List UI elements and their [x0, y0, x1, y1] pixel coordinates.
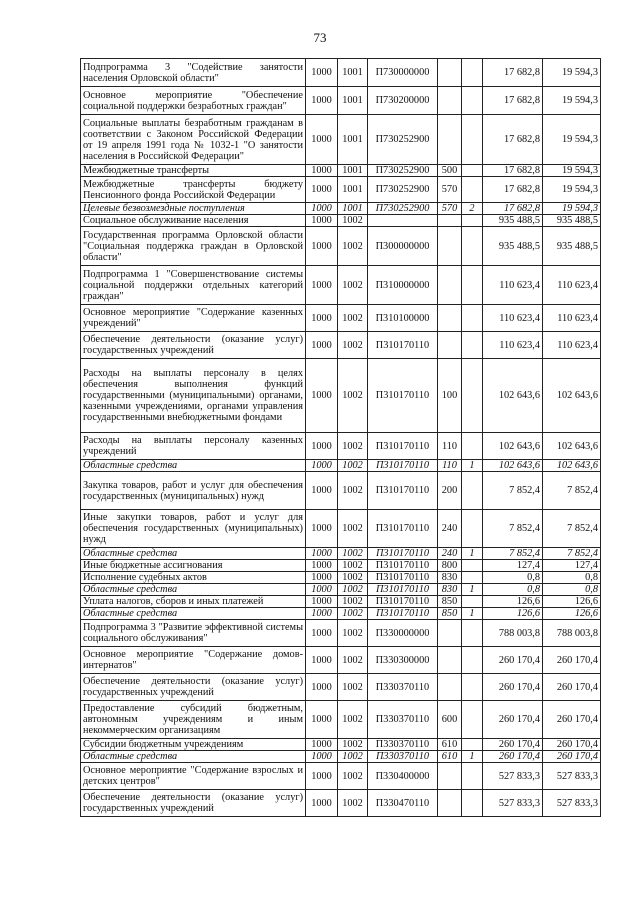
row-amount-year1-cell: 7 852,4: [483, 510, 543, 548]
row-section-cell: 1000: [306, 572, 338, 584]
row-target-article-cell: П310170110: [368, 510, 438, 548]
row-target-article-cell: П730200000: [368, 87, 438, 115]
row-amount-year2-cell: 102 643,6: [543, 460, 601, 472]
row-subsection-cell: 1001: [338, 165, 368, 177]
row-amount-year1-cell: 17 682,8: [483, 115, 543, 165]
row-source-cell: [462, 472, 483, 510]
row-section-cell: 1000: [306, 608, 338, 620]
row-section-cell: 1000: [306, 203, 338, 215]
row-target-article-cell: П310170110: [368, 548, 438, 560]
row-subsection-cell: 1002: [338, 560, 368, 572]
row-subsection-cell: 1002: [338, 460, 368, 472]
row-amount-year2-cell: 7 852,4: [543, 510, 601, 548]
row-source-cell: [462, 560, 483, 572]
row-section-cell: 1000: [306, 87, 338, 115]
row-subsection-cell: 1002: [338, 674, 368, 701]
row-source-cell: [462, 87, 483, 115]
row-expense-type-cell: 570: [438, 177, 462, 203]
row-section-cell: 1000: [306, 227, 338, 266]
row-subsection-cell: 1002: [338, 227, 368, 266]
table-row: [81, 560, 601, 572]
row-name-cell: Предоставление субсидий бюджетным, автономным учреждениям и иным некоммерческим организациям: [81, 701, 306, 739]
row-expense-type-cell: 570: [438, 203, 462, 215]
row-expense-type-cell: [438, 305, 462, 332]
row-expense-type-cell: 830: [438, 572, 462, 584]
row-section-cell: 1000: [306, 266, 338, 305]
row-source-cell: [462, 790, 483, 817]
row-name-cell: Уплата налогов, сборов и иных платежей: [81, 596, 306, 608]
row-amount-year2-cell: 788 003,8: [543, 620, 601, 647]
row-amount-year2-cell: 527 833,3: [543, 763, 601, 790]
row-source-cell: [462, 620, 483, 647]
row-name-cell: Иные закупки товаров, работ и услуг для обеспечения государственных (муниципальных) нужд: [81, 510, 306, 548]
row-section-cell: 1000: [306, 332, 338, 359]
row-target-article-cell: П730252900: [368, 177, 438, 203]
budget-table-body: [81, 59, 601, 817]
row-subsection-cell: 1002: [338, 433, 368, 460]
row-amount-year2-cell: 19 594,3: [543, 203, 601, 215]
row-subsection-cell: 1002: [338, 572, 368, 584]
row-section-cell: 1000: [306, 510, 338, 548]
row-target-article-cell: П330000000: [368, 620, 438, 647]
row-name-cell: Обеспечение деятельности (оказание услуг) государственных учреждений: [81, 332, 306, 359]
table-row: [81, 177, 601, 203]
row-target-article-cell: [368, 215, 438, 227]
row-amount-year2-cell: 260 170,4: [543, 647, 601, 674]
row-subsection-cell: 1001: [338, 203, 368, 215]
row-amount-year1-cell: 260 170,4: [483, 701, 543, 739]
row-amount-year1-cell: 935 488,5: [483, 215, 543, 227]
row-section-cell: 1000: [306, 674, 338, 701]
row-amount-year1-cell: 17 682,8: [483, 203, 543, 215]
row-expense-type-cell: [438, 763, 462, 790]
table-row: [81, 115, 601, 165]
row-source-cell: 1: [462, 751, 483, 763]
row-source-cell: [462, 510, 483, 548]
row-target-article-cell: П730252900: [368, 165, 438, 177]
row-amount-year1-cell: 527 833,3: [483, 790, 543, 817]
row-amount-year1-cell: 0,8: [483, 584, 543, 596]
table-row: [81, 305, 601, 332]
row-amount-year2-cell: 0,8: [543, 584, 601, 596]
row-target-article-cell: П310170110: [368, 359, 438, 433]
row-target-article-cell: П310170110: [368, 572, 438, 584]
row-name-cell: Иные бюджетные ассигнования: [81, 560, 306, 572]
table-row: [81, 701, 601, 739]
row-amount-year2-cell: 127,4: [543, 560, 601, 572]
row-name-cell: Обеспечение деятельности (оказание услуг) государственных учреждений: [81, 790, 306, 817]
row-section-cell: 1000: [306, 763, 338, 790]
row-subsection-cell: 1002: [338, 620, 368, 647]
row-expense-type-cell: [438, 87, 462, 115]
table-row: [81, 620, 601, 647]
row-name-cell: Целевые безвозмездные поступления: [81, 203, 306, 215]
row-target-article-cell: П330370110: [368, 674, 438, 701]
row-expense-type-cell: 500: [438, 165, 462, 177]
table-row: [81, 332, 601, 359]
row-amount-year1-cell: 126,6: [483, 596, 543, 608]
row-source-cell: [462, 647, 483, 674]
row-source-cell: [462, 763, 483, 790]
row-source-cell: [462, 739, 483, 751]
row-subsection-cell: 1002: [338, 472, 368, 510]
row-amount-year2-cell: 260 170,4: [543, 751, 601, 763]
row-name-cell: Областные средства: [81, 584, 306, 596]
row-amount-year2-cell: 102 643,6: [543, 359, 601, 433]
row-amount-year1-cell: 17 682,8: [483, 59, 543, 87]
row-name-cell: Областные средства: [81, 460, 306, 472]
row-expense-type-cell: 610: [438, 751, 462, 763]
row-source-cell: [462, 305, 483, 332]
row-amount-year1-cell: 17 682,8: [483, 165, 543, 177]
row-name-cell: Исполнение судебных актов: [81, 572, 306, 584]
row-name-cell: Межбюджетные трансферты: [81, 165, 306, 177]
row-name-cell: Социальное обслуживание населения: [81, 215, 306, 227]
row-target-article-cell: П300000000: [368, 227, 438, 266]
row-subsection-cell: 1002: [338, 647, 368, 674]
row-source-cell: [462, 59, 483, 87]
row-amount-year2-cell: 260 170,4: [543, 674, 601, 701]
row-source-cell: [462, 572, 483, 584]
row-amount-year1-cell: 260 170,4: [483, 751, 543, 763]
row-amount-year1-cell: 127,4: [483, 560, 543, 572]
row-subsection-cell: 1002: [338, 751, 368, 763]
row-name-cell: Областные средства: [81, 751, 306, 763]
row-name-cell: Основное мероприятие "Содержание казенных учреждений": [81, 305, 306, 332]
row-subsection-cell: 1002: [338, 584, 368, 596]
row-target-article-cell: П310170110: [368, 472, 438, 510]
row-section-cell: 1000: [306, 305, 338, 332]
row-expense-type-cell: [438, 227, 462, 266]
row-amount-year1-cell: 110 623,4: [483, 305, 543, 332]
table-row: [81, 359, 601, 433]
row-name-cell: Основное мероприятие "Обеспечение социальной поддержки безработных граждан": [81, 87, 306, 115]
row-source-cell: 1: [462, 608, 483, 620]
row-amount-year1-cell: 0,8: [483, 572, 543, 584]
table-row: [81, 87, 601, 115]
row-amount-year2-cell: 19 594,3: [543, 59, 601, 87]
row-amount-year2-cell: 110 623,4: [543, 305, 601, 332]
row-amount-year1-cell: 126,6: [483, 608, 543, 620]
row-amount-year2-cell: 0,8: [543, 572, 601, 584]
row-amount-year2-cell: 126,6: [543, 596, 601, 608]
row-expense-type-cell: [438, 674, 462, 701]
table-row: [81, 433, 601, 460]
row-expense-type-cell: 240: [438, 510, 462, 548]
row-name-cell: Межбюджетные трансферты бюджету Пенсионного фонда Российской Федерации: [81, 177, 306, 203]
row-amount-year1-cell: 110 623,4: [483, 332, 543, 359]
table-row: [81, 751, 601, 763]
row-target-article-cell: П330370110: [368, 751, 438, 763]
row-amount-year2-cell: 19 594,3: [543, 87, 601, 115]
row-subsection-cell: 1002: [338, 215, 368, 227]
table-row: [81, 584, 601, 596]
row-section-cell: 1000: [306, 548, 338, 560]
row-amount-year2-cell: 527 833,3: [543, 790, 601, 817]
row-section-cell: 1000: [306, 751, 338, 763]
row-name-cell: Закупка товаров, работ и услуг для обеспечения государственных (муниципальных) нужд: [81, 472, 306, 510]
row-source-cell: [462, 596, 483, 608]
row-target-article-cell: П330370110: [368, 701, 438, 739]
row-expense-type-cell: 830: [438, 584, 462, 596]
row-subsection-cell: 1001: [338, 115, 368, 165]
row-amount-year1-cell: 102 643,6: [483, 359, 543, 433]
table-row: [81, 215, 601, 227]
row-target-article-cell: П330400000: [368, 763, 438, 790]
row-expense-type-cell: 110: [438, 460, 462, 472]
row-amount-year2-cell: 102 643,6: [543, 433, 601, 460]
row-source-cell: [462, 165, 483, 177]
row-expense-type-cell: 100: [438, 359, 462, 433]
row-section-cell: 1000: [306, 560, 338, 572]
row-expense-type-cell: 850: [438, 608, 462, 620]
row-target-article-cell: П330470110: [368, 790, 438, 817]
row-source-cell: [462, 115, 483, 165]
row-subsection-cell: 1002: [338, 305, 368, 332]
row-subsection-cell: 1002: [338, 739, 368, 751]
row-amount-year1-cell: 102 643,6: [483, 460, 543, 472]
table-row: [81, 790, 601, 817]
row-source-cell: [462, 332, 483, 359]
row-amount-year1-cell: 7 852,4: [483, 472, 543, 510]
row-expense-type-cell: [438, 790, 462, 817]
row-name-cell: Субсидии бюджетным учреждениям: [81, 739, 306, 751]
row-amount-year2-cell: 110 623,4: [543, 266, 601, 305]
row-source-cell: 2: [462, 203, 483, 215]
row-amount-year1-cell: 260 170,4: [483, 674, 543, 701]
row-target-article-cell: П330370110: [368, 739, 438, 751]
row-target-article-cell: П310170110: [368, 460, 438, 472]
row-section-cell: 1000: [306, 115, 338, 165]
row-amount-year1-cell: 17 682,8: [483, 87, 543, 115]
row-expense-type-cell: [438, 620, 462, 647]
table-row: [81, 548, 601, 560]
row-section-cell: 1000: [306, 739, 338, 751]
row-subsection-cell: 1002: [338, 763, 368, 790]
row-amount-year2-cell: 260 170,4: [543, 701, 601, 739]
row-name-cell: Областные средства: [81, 608, 306, 620]
row-section-cell: 1000: [306, 165, 338, 177]
row-expense-type-cell: 240: [438, 548, 462, 560]
row-subsection-cell: 1002: [338, 790, 368, 817]
row-subsection-cell: 1002: [338, 510, 368, 548]
row-name-cell: Расходы на выплаты персоналу в целях обеспечения выполнения функций государственными (муниципальными) органами, казенными учреждениями, органами управления государственными внебюджетными фондами: [81, 359, 306, 433]
table-row: [81, 59, 601, 87]
row-section-cell: 1000: [306, 177, 338, 203]
row-amount-year1-cell: 7 852,4: [483, 548, 543, 560]
row-expense-type-cell: [438, 647, 462, 674]
row-amount-year1-cell: 102 643,6: [483, 433, 543, 460]
row-amount-year1-cell: 17 682,8: [483, 177, 543, 203]
row-name-cell: Основное мероприятие "Содержание взрослых и детских центров": [81, 763, 306, 790]
row-target-article-cell: П310100000: [368, 305, 438, 332]
row-source-cell: [462, 177, 483, 203]
page-number: 73: [313, 30, 327, 45]
row-amount-year1-cell: 527 833,3: [483, 763, 543, 790]
row-target-article-cell: П730252900: [368, 115, 438, 165]
table-row: [81, 472, 601, 510]
row-name-cell: Подпрограмма 3 "Развитие эффективной системы социального обслуживания": [81, 620, 306, 647]
row-amount-year2-cell: 7 852,4: [543, 472, 601, 510]
row-target-article-cell: П310170110: [368, 608, 438, 620]
row-target-article-cell: П730252900: [368, 203, 438, 215]
row-expense-type-cell: [438, 59, 462, 87]
table-row: [81, 203, 601, 215]
table-row: [81, 739, 601, 751]
row-expense-type-cell: 610: [438, 739, 462, 751]
table-row: [81, 608, 601, 620]
row-section-cell: 1000: [306, 472, 338, 510]
budget-table: [80, 58, 601, 817]
row-amount-year1-cell: 260 170,4: [483, 647, 543, 674]
row-subsection-cell: 1002: [338, 266, 368, 305]
table-row: [81, 460, 601, 472]
row-expense-type-cell: [438, 332, 462, 359]
row-subsection-cell: 1001: [338, 177, 368, 203]
row-target-article-cell: П310170110: [368, 560, 438, 572]
row-section-cell: 1000: [306, 596, 338, 608]
row-source-cell: [462, 227, 483, 266]
row-amount-year2-cell: 935 488,5: [543, 215, 601, 227]
row-source-cell: [462, 359, 483, 433]
table-row: [81, 763, 601, 790]
row-amount-year2-cell: 19 594,3: [543, 165, 601, 177]
row-amount-year2-cell: 19 594,3: [543, 177, 601, 203]
table-row: [81, 165, 601, 177]
table-row: [81, 647, 601, 674]
row-expense-type-cell: [438, 215, 462, 227]
row-section-cell: 1000: [306, 59, 338, 87]
row-target-article-cell: П310170110: [368, 433, 438, 460]
table-row: [81, 510, 601, 548]
row-name-cell: Расходы на выплаты персоналу казенных учреждений: [81, 433, 306, 460]
row-section-cell: 1000: [306, 647, 338, 674]
row-subsection-cell: 1002: [338, 596, 368, 608]
row-name-cell: Обеспечение деятельности (оказание услуг) государственных учреждений: [81, 674, 306, 701]
row-expense-type-cell: 600: [438, 701, 462, 739]
row-amount-year1-cell: 935 488,5: [483, 227, 543, 266]
row-amount-year2-cell: 126,6: [543, 608, 601, 620]
row-subsection-cell: 1001: [338, 59, 368, 87]
row-amount-year2-cell: 260 170,4: [543, 739, 601, 751]
row-name-cell: Государственная программа Орловской области "Социальная поддержка граждан в Орловской области": [81, 227, 306, 266]
row-target-article-cell: П310170110: [368, 596, 438, 608]
row-subsection-cell: 1002: [338, 359, 368, 433]
row-amount-year1-cell: 260 170,4: [483, 739, 543, 751]
row-amount-year2-cell: 935 488,5: [543, 227, 601, 266]
row-source-cell: [462, 433, 483, 460]
row-expense-type-cell: 200: [438, 472, 462, 510]
row-name-cell: Подпрограмма 3 "Содействие занятости населения Орловской области": [81, 59, 306, 87]
row-source-cell: [462, 701, 483, 739]
row-name-cell: Основное мероприятие "Содержание домов-интернатов": [81, 647, 306, 674]
row-target-article-cell: П730000000: [368, 59, 438, 87]
row-section-cell: 1000: [306, 584, 338, 596]
row-name-cell: Социальные выплаты безработным гражданам в соответствии с Законом Российской Федерации от 19 апреля 1991 года № 1032-1 "О занятости населения в Российской Федерации": [81, 115, 306, 165]
row-source-cell: 1: [462, 584, 483, 596]
row-target-article-cell: П310170110: [368, 584, 438, 596]
table-row: [81, 674, 601, 701]
row-section-cell: 1000: [306, 460, 338, 472]
row-source-cell: 1: [462, 460, 483, 472]
row-expense-type-cell: 850: [438, 596, 462, 608]
row-amount-year1-cell: 788 003,8: [483, 620, 543, 647]
row-target-article-cell: П310170110: [368, 332, 438, 359]
row-name-cell: Подпрограмма 1 "Совершенствование системы социальной поддержки отдельных категорий граждан": [81, 266, 306, 305]
row-subsection-cell: 1002: [338, 548, 368, 560]
row-subsection-cell: 1002: [338, 701, 368, 739]
row-section-cell: 1000: [306, 790, 338, 817]
row-expense-type-cell: [438, 115, 462, 165]
row-amount-year2-cell: 110 623,4: [543, 332, 601, 359]
row-name-cell: Областные средства: [81, 548, 306, 560]
table-row: [81, 596, 601, 608]
row-source-cell: [462, 674, 483, 701]
row-subsection-cell: 1001: [338, 87, 368, 115]
row-amount-year1-cell: 110 623,4: [483, 266, 543, 305]
row-amount-year2-cell: 19 594,3: [543, 115, 601, 165]
row-target-article-cell: П330300000: [368, 647, 438, 674]
row-section-cell: 1000: [306, 359, 338, 433]
row-expense-type-cell: [438, 266, 462, 305]
table-row: [81, 227, 601, 266]
row-section-cell: 1000: [306, 620, 338, 647]
row-section-cell: 1000: [306, 215, 338, 227]
table-row: [81, 572, 601, 584]
row-section-cell: 1000: [306, 701, 338, 739]
row-subsection-cell: 1002: [338, 608, 368, 620]
row-expense-type-cell: 110: [438, 433, 462, 460]
row-target-article-cell: П310000000: [368, 266, 438, 305]
row-source-cell: 1: [462, 548, 483, 560]
row-subsection-cell: 1002: [338, 332, 368, 359]
row-section-cell: 1000: [306, 433, 338, 460]
row-source-cell: [462, 266, 483, 305]
table-row: [81, 266, 601, 305]
row-amount-year2-cell: 7 852,4: [543, 548, 601, 560]
row-expense-type-cell: 800: [438, 560, 462, 572]
row-source-cell: [462, 215, 483, 227]
